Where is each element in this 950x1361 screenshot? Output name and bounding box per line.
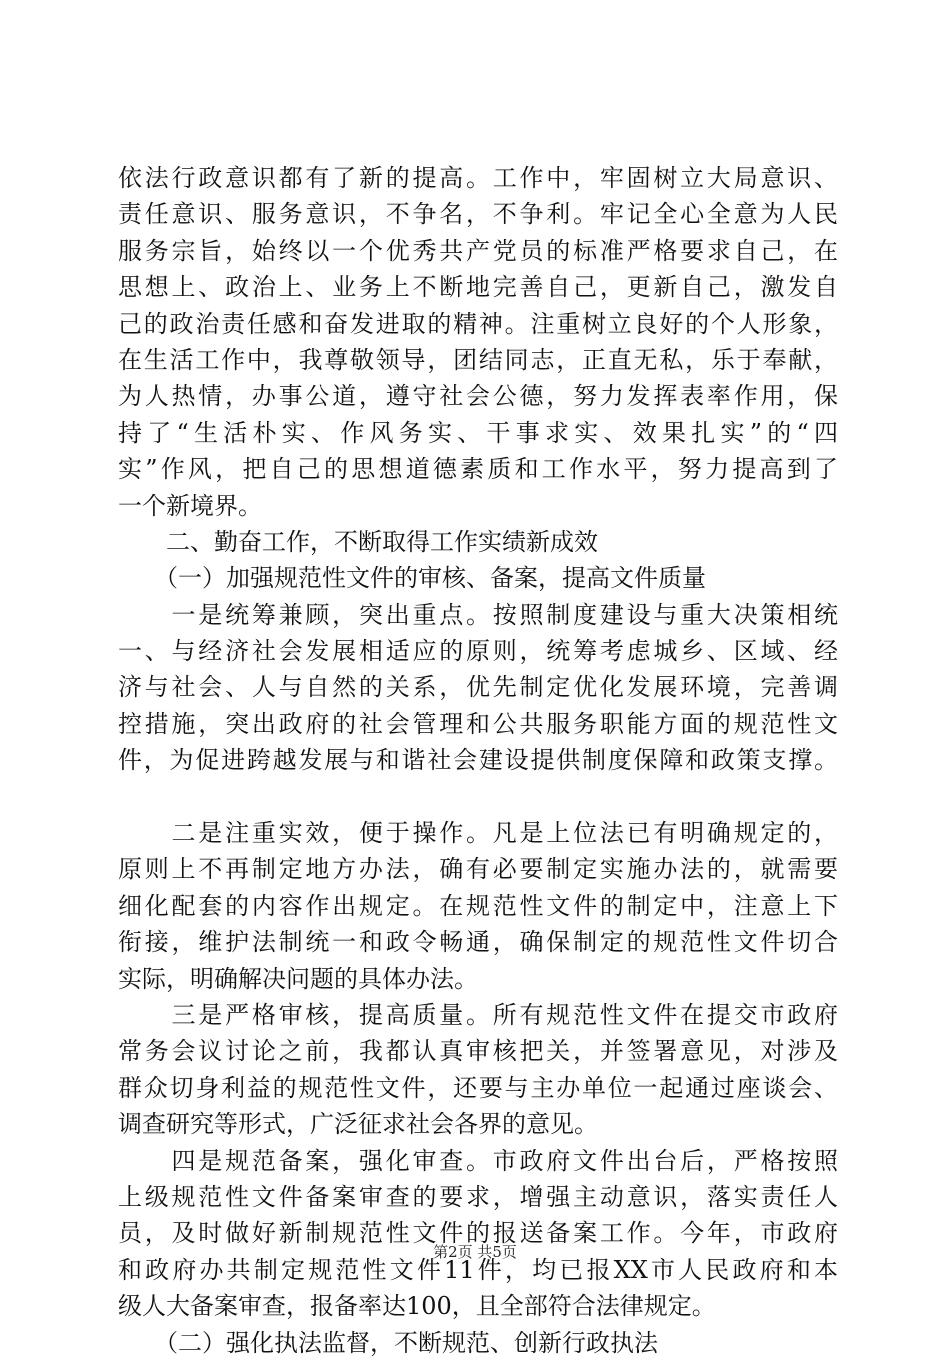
blank-line [118,779,838,815]
text-line: 级人大备案审查，报备率达100，且全部符合法律规定。 [118,1292,716,1321]
text-line: 在生活工作中，我尊敬领导，团结同志，正直无私，乐于奉献， [118,345,838,374]
text-line: 常务会议讨论之前，我都认真审核把关，并签署意见，对涉及 [118,1037,838,1066]
text-line: 一个新境界。 [118,491,262,520]
text-line: 实际，明确解决问题的具体办法。 [118,964,478,993]
text-line: 细化配套的内容作出规定。在规范性文件的制定中，注意上下 [118,891,838,920]
subsection-heading: （一）加强规范性文件的审核、备案，提高文件质量 [118,564,706,593]
text-line: 依法行政意识都有了新的提高。工作中，牢固树立大局意识、 [118,164,838,192]
text-line: 责任意识、服务意识，不争名，不争利。牢记全心全意为人民 [118,200,838,229]
body-text [118,160,838,1361]
text-line: 己的政治责任感和奋发进取的精神。注重树立良好的个人形象， [118,309,838,338]
text-line: 四是规范备案，强化审查。市政府文件出台后，严格按照 [118,1146,838,1175]
text-line: 一、与经济社会发展相适应的原则，统筹考虑城乡、区域、经 [118,637,838,666]
text-line: 衔接，维护法制统一和政令畅通，确保制定的规范性文件切合 [118,928,838,957]
page-footer: 第2页 共5页 [433,1243,517,1261]
text-line: 思想上、政治上、业务上不断地完善自己，更新自己，激发自 [118,273,838,302]
text-line: 实”作风，把自己的思想道德素质和工作水平，努力提高到了 [118,455,838,484]
text-line: 原则上不再制定地方办法，确有必要制定实施办法的，就需要 [118,855,838,884]
text-line: 服务宗旨，始终以一个优秀共产党员的标准严格要求自己，在 [118,236,838,265]
section-heading: 二、勤奋工作，不断取得工作实绩新成效 [118,527,598,556]
text-line: 和政府办共制定规范性文件11件，均已报XX市人民政府和本 [118,1255,838,1284]
text-line: 件，为促进跨越发展与和谐社会建设提供制度保障和政策支撑。 [118,746,838,775]
text-line: 三是严格审核，提高质量。所有规范性文件在提交市政府 [118,1000,838,1029]
text-line: 上级规范性文件备案审查的要求，增强主动意识，落实责任人 [118,1182,838,1211]
text-line: 二是注重实效，便于操作。凡是上位法已有明确规定的， [118,819,838,848]
text-line: 济与社会、人与自然的关系，优先制定优化发展环境，完善调 [118,673,838,702]
text-line: 持了“生活朴实、作风务实、干事求实、效果扎实”的“四 [118,418,838,447]
text-line: 员，及时做好新制规范性文件的报送备案工作。今年，市政府 [118,1219,838,1248]
text-line: 调查研究等形式，广泛征求社会各界的意见。 [118,1110,598,1139]
subsection-heading: （二）强化执法监督，不断规范、创新行政执法 [118,1328,658,1357]
text-line: 一是统筹兼顾，突出重点。按照制度建设与重大决策相统 [118,600,838,629]
text-line: 控措施，突出政府的社会管理和公共服务职能方面的规范性文 [118,709,838,738]
text-line: 为人热情，办事公道，遵守社会公德，努力发挥表率作用，保 [118,382,838,411]
text-line: 群众切身利益的规范性文件，还要与主办单位一起通过座谈会、 [118,1073,838,1102]
